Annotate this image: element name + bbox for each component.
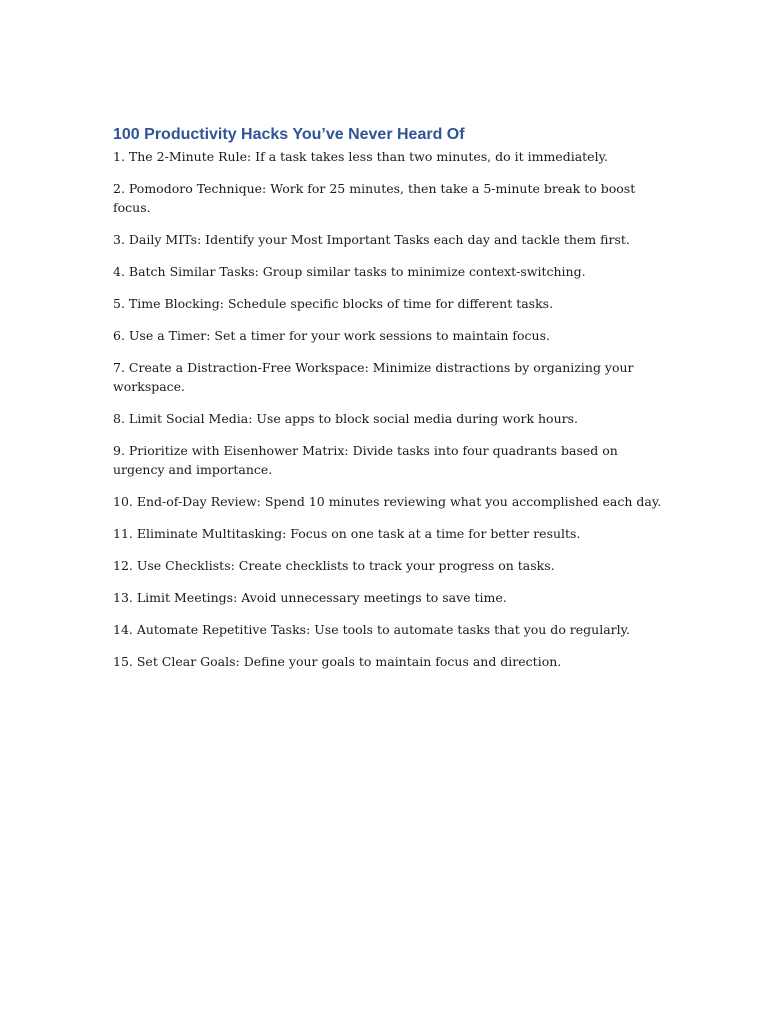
list-item: 13. Limit Meetings: Avoid unnecessary meetings to save time. <box>113 590 507 605</box>
list-item: 14. Automate Repetitive Tasks: Use tools to automate tasks that you do regularly. <box>113 622 631 637</box>
list-item: 3. Daily MITs: Identify your Most Important Tasks each day and tackle them first. <box>113 232 630 247</box>
list-item: 12. Use Checklists: Create checklists to track your progress on tasks. <box>113 558 555 573</box>
list-item: 4. Batch Similar Tasks: Group similar tasks to minimize context-switching. <box>113 264 586 279</box>
list-item: 2. Pomodoro Technique: Work for 25 minutes, then take a 5-minute break to boost focus. <box>113 181 636 215</box>
list-item: 5. Time Blocking: Schedule specific blocks of time for different tasks. <box>113 296 554 311</box>
list-item: 15. Set Clear Goals: Define your goals to maintain focus and direction. <box>113 654 562 669</box>
list-item: 7. Create a Distraction-Free Workspace: Minimize distractions by organizing your workspace. <box>113 360 634 394</box>
list-item: 11. Eliminate Multitasking: Focus on one task at a time for better results. <box>113 526 581 541</box>
document-title: 100 Productivity Hacks You’ve Never Heard Of <box>113 126 465 143</box>
list-item: 6. Use a Timer: Set a timer for your work sessions to maintain focus. <box>113 328 550 343</box>
list-item: 10. End-of-Day Review: Spend 10 minutes reviewing what you accomplished each day. <box>113 494 662 509</box>
list-item: 8. Limit Social Media: Use apps to block social media during work hours. <box>113 411 578 426</box>
list-item: 9. Prioritize with Eisenhower Matrix: Divide tasks into four quadrants based on urgency and importance. <box>113 443 618 477</box>
list-item: 1. The 2-Minute Rule: If a task takes less than two minutes, do it immediately. <box>113 149 608 164</box>
document-body <box>113 124 673 684</box>
hack-list <box>113 147 673 671</box>
